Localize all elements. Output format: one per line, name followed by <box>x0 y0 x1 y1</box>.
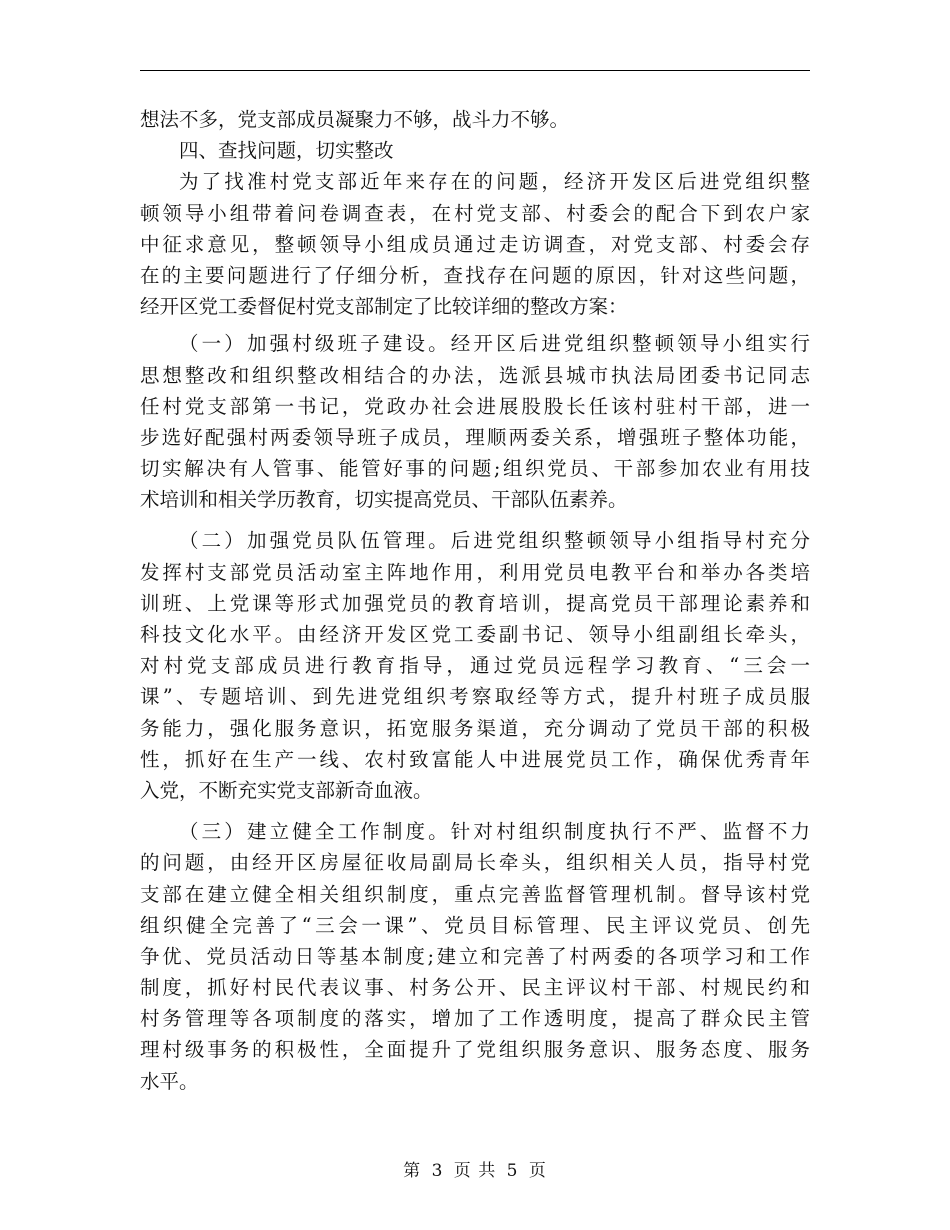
paragraph-line: 村务管理等各项制度的落实，增加了工作透明度，提高了群众民主管 <box>140 1007 810 1031</box>
paragraph-line: 步选好配强村两委领导班子成员，理顺两委关系，增强班子整体功能， <box>140 425 810 449</box>
paragraph-line: 术培训和相关学历教育，切实提高党员、干部队伍素养。 <box>140 488 628 512</box>
paragraph-line: 任村党支部第一书记，党政办社会进展股股长任该村驻村干部，进一 <box>140 394 810 418</box>
paragraph-line: 思想整改和组织整改相结合的办法，选派县城市执法局团委书记同志 <box>140 363 810 387</box>
paragraph-line: 中征求意见，整顿领导小组成员通过走访调查，对党支部、村委会存 <box>140 232 810 256</box>
header-rule <box>140 70 810 71</box>
page-footer <box>0 1156 950 1181</box>
paragraph-line: 争优、党员活动日等基本制度;建立和完善了村两委的各项学习和工作 <box>140 944 810 968</box>
body-text <box>140 104 810 1097</box>
paragraph-line: 入党，不断充实党支部新奇血液。 <box>140 778 433 802</box>
paragraph-line: 发挥村支部党员活动室主阵地作用，利用党员电教平台和举办各类培 <box>140 560 810 584</box>
paragraph-line: 性，抓好在生产一线、农村致富能人中进展党员工作，确保优秀青年 <box>140 747 810 771</box>
paragraph-line: 顿领导小组带着问卷调查表，在村党支部、村委会的配合下到农户家 <box>140 201 810 225</box>
paragraph-line: 水平。 <box>140 1069 199 1093</box>
paragraph-line: 制度，抓好村民代表议事、村务公开、民主评议村干部、村规民约和 <box>140 976 810 1000</box>
paragraph-line: 为了找准村党支部近年来存在的问题，经济开发区后进党组织整 <box>179 170 810 194</box>
paragraph-line: （一）加强村级班子建设。经开区后进党组织整顿领导小组实行 <box>179 332 810 356</box>
paragraph-line: 课”、专题培训、到先进党组织考察取经等方式，提升村班子成员服 <box>140 685 810 709</box>
paragraph-line: 在的主要问题进行了仔细分析，查找存在问题的原因，针对这些问题， <box>140 263 810 287</box>
paragraph-line: 训班、上党课等形式加强党员的教育培训，提高党员干部理论素养和 <box>140 591 810 615</box>
paragraph-line: 对村党支部成员进行教育指导，通过党员远程学习教育、“三会一 <box>140 654 810 678</box>
paragraph-line: 经开区党工委督促村党支部制定了比较详细的整改方案： <box>140 295 628 319</box>
paragraph-line: （三）建立健全工作制度。针对村组织制度执行不严、监督不力 <box>179 820 810 844</box>
paragraph-line: 支部在建立健全相关组织制度，重点完善监督管理机制。督导该村党 <box>140 882 810 906</box>
paragraph-line: 的问题，由经开区房屋征收局副局长牵头，组织相关人员，指导村党 <box>140 851 810 875</box>
paragraph-line: 想法不多，党支部成员凝聚力不够，战斗力不够。 <box>140 108 570 131</box>
paragraph-line: （二）加强党员队伍管理。后进党组织整顿领导小组指导村充分 <box>179 529 810 553</box>
paragraph-line: 理村级事务的积极性，全面提升了党组织服务意识、服务态度、服务 <box>140 1038 810 1062</box>
footer-prefix: 第 <box>403 1161 422 1181</box>
paragraph-line: 务能力，强化服务意识，拓宽服务渠道，充分调动了党员干部的积极 <box>140 716 810 740</box>
section-heading: 四、查找问题，切实整改 <box>179 139 394 163</box>
paragraph-line: 科技文化水平。由经济开发区党工委副书记、领导小组副组长牵头， <box>140 623 810 646</box>
paragraph-line: 组织健全完善了“三会一课”、党员目标管理、民主评议党员、创先 <box>140 913 810 937</box>
footer-suffix: 页 <box>528 1161 547 1181</box>
footer-total-pages: 5 <box>506 1161 519 1181</box>
footer-page-number: 3 <box>431 1161 444 1181</box>
paragraph-line: 切实解决有人管事、能管好事的问题;组织党员、干部参加农业有用技 <box>140 457 810 481</box>
footer-middle: 页 共 <box>453 1161 497 1181</box>
